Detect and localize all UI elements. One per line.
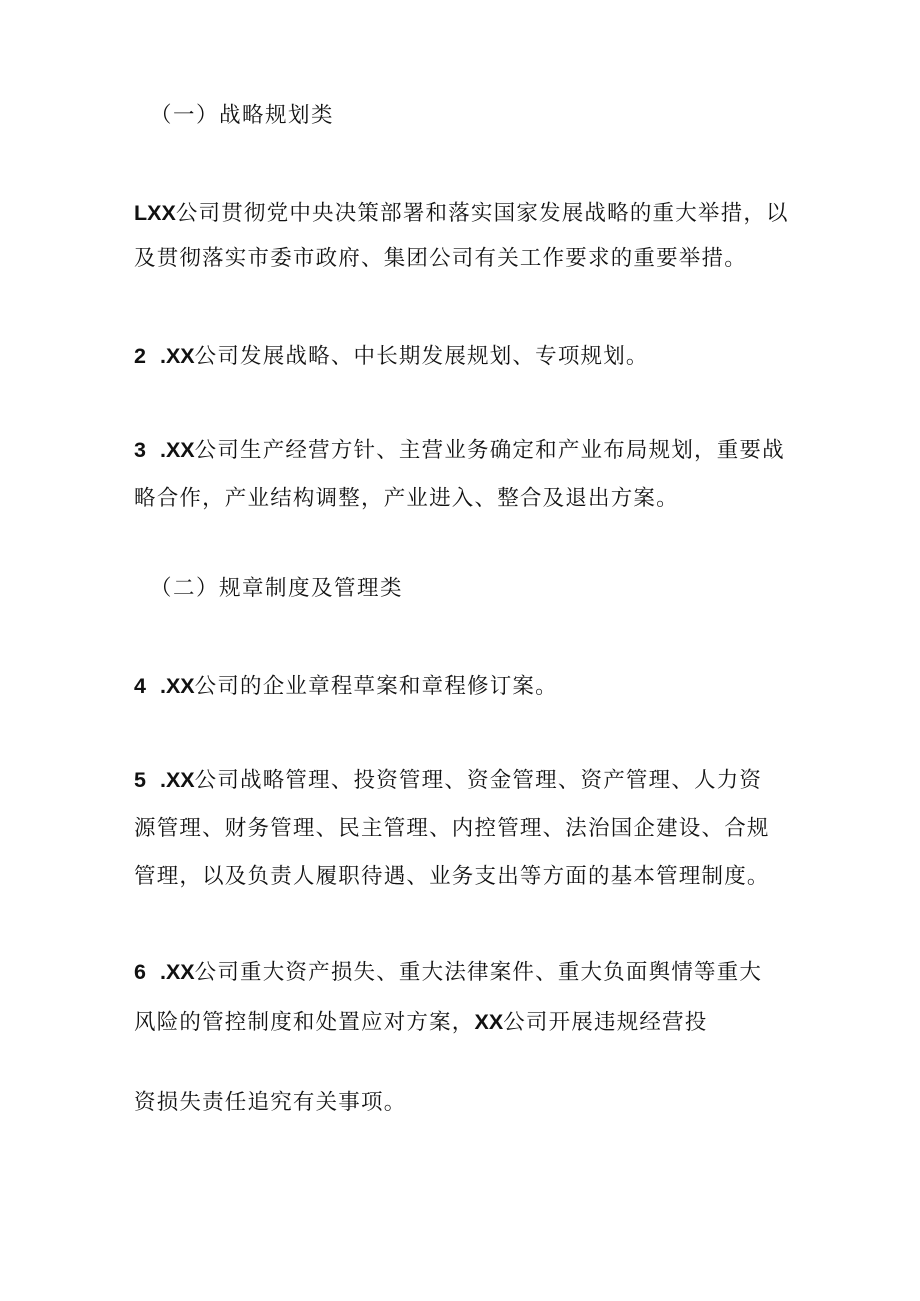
paragraph-5-line-2: 源管理、财务管理、民主管理、内控管理、法治国企建设、合规 [134, 816, 770, 841]
item-code: .XX [159, 674, 195, 698]
item-code: XX [474, 1010, 504, 1034]
paragraph-text: 公司开展违规经营投 [503, 1010, 708, 1035]
item-code: .XX [159, 960, 195, 984]
paragraph-text: 公司贯彻党中央决策部署和落实国家发展战略的重大举措，以 [175, 201, 789, 226]
paragraph-6-line-3: 资损失责任追究有关事项。 [134, 1090, 407, 1115]
item-number: 2 [134, 344, 146, 368]
item-number: 3 [134, 438, 146, 462]
paragraph-text: 公司战略管理、投资管理、资金管理、资产管理、人力资 [194, 768, 763, 793]
paragraph-5-line-3: 管理，以及负责人履职待遇、业务支出等方面的基本管理制度。 [134, 864, 770, 889]
paragraph-3-line-2: 略合作，产业结构调整，产业进入、整合及退出方案。 [134, 486, 679, 511]
item-number: 4 [134, 674, 146, 698]
paragraph-6-line-2 [134, 1008, 708, 1037]
item-number: LXX [134, 201, 176, 225]
paragraph-3-line-1 [134, 436, 785, 465]
item-number: 5 [134, 768, 146, 792]
item-code: .XX [159, 438, 195, 462]
paragraph-5-line-1 [134, 766, 762, 795]
paragraph-text: 公司的企业章程草案和章程修订案。 [194, 674, 558, 699]
item-code: .XX [159, 768, 195, 792]
paragraph-text: 公司重大资产损失、重大法律案件、重大负面舆情等重大 [194, 960, 763, 985]
paragraph-6-line-1 [134, 958, 762, 987]
paragraph-1-line-1 [134, 199, 789, 228]
paragraph-1-line-2: 及贯彻落实市委市政府、集团公司有关工作要求的重要举措。 [134, 246, 747, 271]
section-heading-regulations: （二）规章制度及管理类 [150, 576, 404, 601]
paragraph-text: 公司发展战略、中长期发展规划、专项规划。 [194, 344, 649, 369]
paragraph-text: 风险的管控制度和处置应对方案， [134, 1010, 475, 1035]
paragraph-text: 公司生产经营方针、主营业务确定和产业布局规划，重要战 [194, 438, 785, 463]
paragraph-4-line-1 [134, 672, 558, 701]
item-code: .XX [159, 344, 195, 368]
paragraph-2-line-1 [134, 342, 649, 371]
section-heading-strategy: （一）战略规划类 [150, 103, 335, 128]
item-number: 6 [134, 960, 146, 984]
